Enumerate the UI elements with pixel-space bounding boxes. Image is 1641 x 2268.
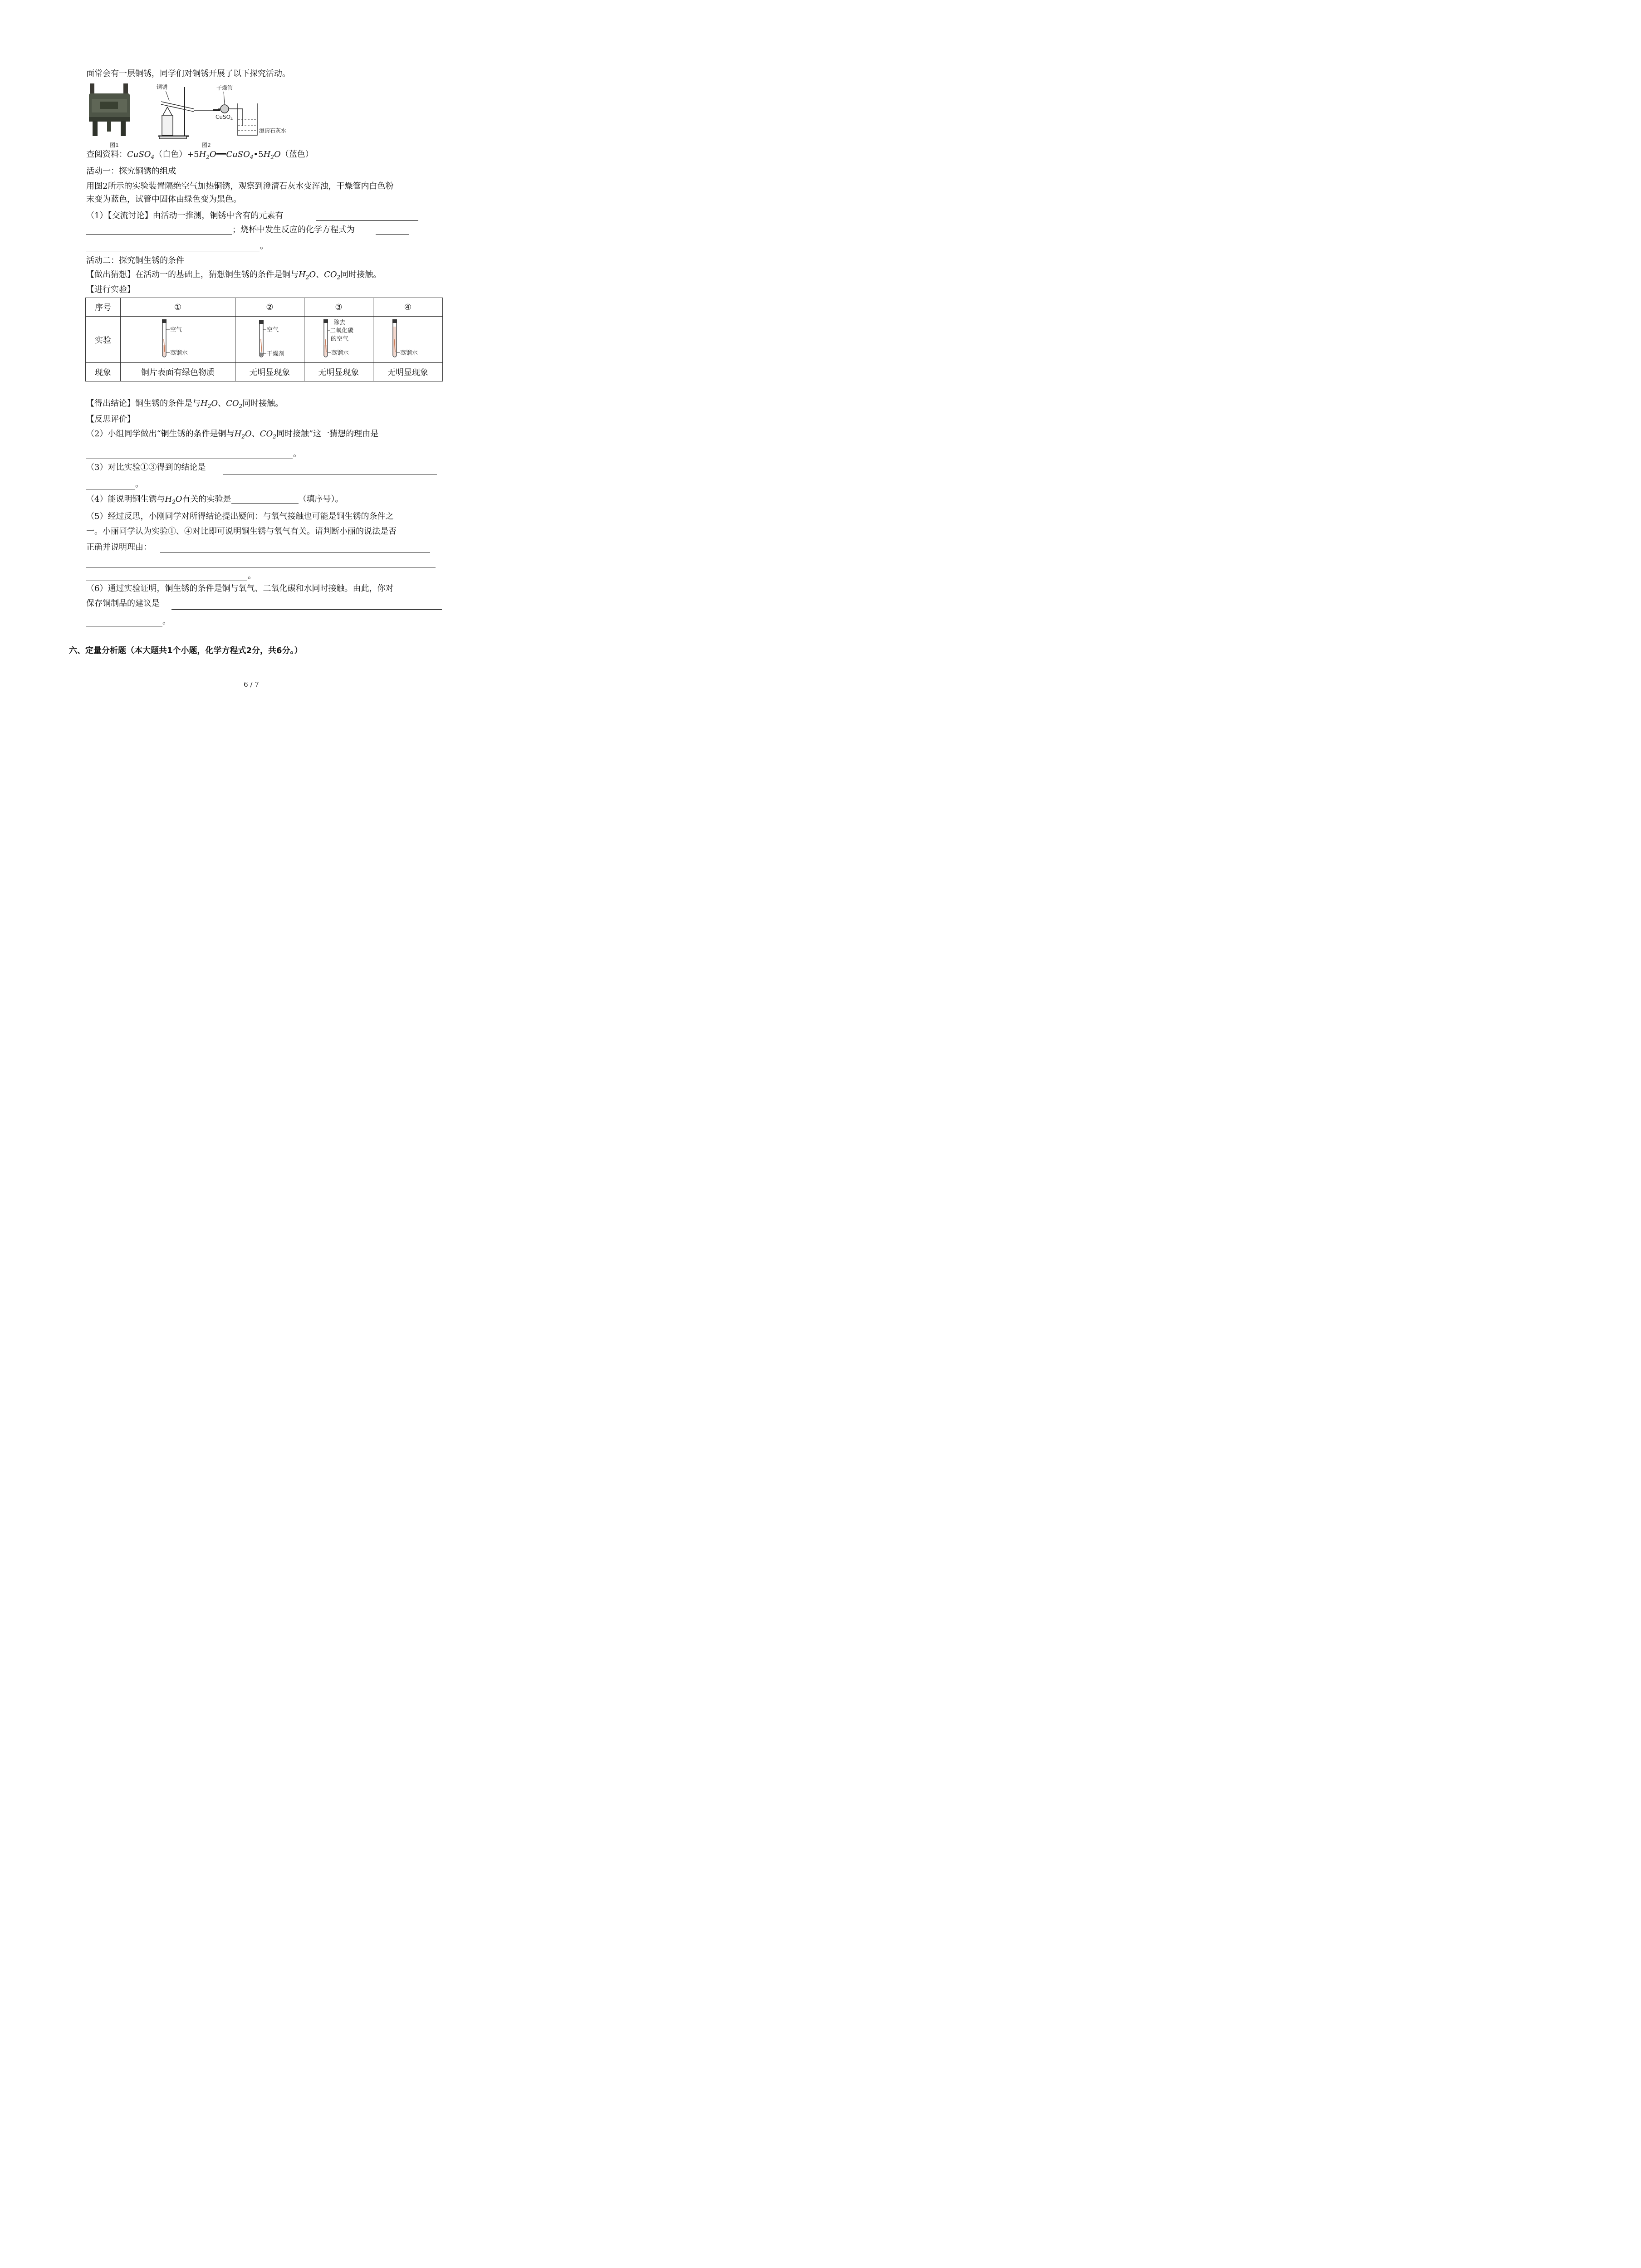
q5-line-2: 一。小丽同学认为实验①、④对比即可说明铜生锈与氧气有关。请判断小丽的说法是否 [86, 527, 397, 536]
label-limewater: 澄清石灰水 [259, 127, 287, 134]
phenomenon-1: 铜片表面有绿色物质 [121, 363, 235, 381]
q2-answer-blank[interactable] [86, 450, 293, 459]
conclusion-line: 【得出结论】铜生锈的条件是与$H_2O$、$CO_2$同时接触。 [86, 399, 284, 410]
table-experiment-row [86, 317, 443, 363]
tube-4-cell [373, 317, 443, 363]
svg-text:的空气: 的空气 [330, 336, 348, 342]
svg-text:空气: 空气 [266, 327, 279, 333]
reflection-heading: 【反思评价】 [86, 415, 135, 424]
exp-number-2: ② [235, 298, 304, 317]
svg-text:除去: 除去 [333, 319, 345, 326]
q6-line-1: （6）通过实验证明，铜生锈的条件是铜与氧气、二氧化碳和水同时接触。由此，你对 [86, 584, 394, 593]
hypothesis-line: 【做出猜想】在活动一的基础上，猜想铜生锈的条件是铜与$H_2O$、$CO_2$同时接触。 [86, 270, 382, 281]
page-number: 6 / 7 [244, 680, 259, 689]
svg-text:二氧化碳: 二氧化碳 [329, 327, 353, 334]
exp-number-1: ① [121, 298, 235, 317]
svg-text:蒸馏水: 蒸馏水 [170, 350, 188, 357]
exp-number-4: ④ [373, 298, 443, 317]
phenomenon-2: 无明显现象 [235, 363, 304, 381]
q2-line: （2）小组同学做出“铜生锈的条件是铜与$H_2O$、$CO_2$同时接触”这一猜想的理由是 [86, 429, 379, 440]
intro-line: 面常会有一层铜锈，同学们对铜锈开展了以下探究活动。 [86, 69, 290, 78]
figure1-bronze-ding [86, 81, 138, 149]
svg-text:空气: 空气 [170, 327, 182, 333]
phenomenon-4: 无明显现象 [373, 363, 443, 381]
tube-2-cell [235, 317, 304, 363]
tube-3-cell [304, 317, 373, 363]
row-head-phenomenon: 现象 [86, 363, 121, 381]
label-copper-rust: 铜锈 [157, 84, 168, 90]
label-drying-tube: 干燥管 [216, 85, 233, 91]
activity1-title: 活动一：探究铜锈的组成 [86, 166, 176, 176]
q2-end: 。 [293, 449, 301, 459]
row-head-experiment: 实验 [86, 317, 121, 363]
experiment-table [85, 298, 443, 381]
test-tube-1 [151, 317, 205, 360]
table-phenomenon-row [86, 363, 443, 381]
q4-line: （4）能说明铜生锈与$H_2O$有关的实验是 （填序号）。 [86, 494, 343, 505]
q5-answer-blank-3[interactable] [86, 572, 247, 581]
exp-number-3: ③ [304, 298, 373, 317]
col-head-number: 序号 [86, 298, 121, 317]
exam-page [0, 0, 503, 711]
q5-answer-blank-2[interactable] [86, 558, 436, 567]
q6-answer-blank-2[interactable] [86, 617, 162, 626]
activity1-text-1: 用图2所示的实验装置隔绝空气加热铜锈，观察到澄清石灰水变浑浊，干燥管内白色粉 [86, 181, 394, 191]
table-header-row [86, 298, 443, 317]
q6-line-2: 保存铜制品的建议是 [86, 599, 160, 608]
test-tube-3 [312, 317, 366, 360]
figure1-caption: 图1 [110, 142, 119, 148]
activity2-title: 活动二：探究铜生锈的条件 [86, 256, 184, 265]
q1-equation-blank-2[interactable] [86, 242, 260, 251]
svg-text:干燥剂: 干燥剂 [266, 351, 284, 357]
phenomenon-3: 无明显现象 [304, 363, 373, 381]
svg-text:蒸馏水: 蒸馏水 [400, 350, 418, 357]
q3-answer-blank-1[interactable] [223, 465, 437, 474]
q3-line: （3）对比实验①③得到的结论是 [86, 463, 206, 472]
q5-answer-blank-1[interactable] [160, 543, 430, 552]
q1-line-2: ；烧杯中发生反应的化学方程式为 [232, 225, 355, 235]
test-tube-4 [381, 317, 435, 360]
q5-line-3: 正确并说明理由： [86, 543, 152, 552]
figure2-apparatus [152, 81, 297, 149]
q4-answer-blank[interactable] [231, 494, 299, 503]
q3-answer-blank-2[interactable] [86, 480, 135, 489]
q1-line-1: （1）【交流讨论】由活动一推测，铜锈中含有的元素有 [86, 211, 284, 220]
q5-end: 。 [248, 571, 256, 581]
experiment-heading: 【进行实验】 [86, 285, 135, 294]
label-cuso4: CuSO [216, 114, 231, 120]
q1-end: 。 [260, 241, 268, 251]
reference-line: 查阅资料：CuSO$_4$（白色）$+5H_2O══CuSO_4•5H_2O$（蓝色） [86, 150, 314, 161]
q1-answer-blank-2[interactable] [86, 225, 232, 235]
q6-answer-blank-1[interactable] [171, 600, 442, 610]
svg-text:蒸馏水: 蒸馏水 [331, 350, 349, 357]
section-6-heading: 六、定量分析题（本大题共1个小题，化学方程式2分，共6分。） [69, 646, 303, 655]
q3-end: 。 [135, 479, 143, 489]
activity1-text-2: 末变为蓝色，试管中固体由绿色变为黑色。 [86, 195, 241, 204]
q5-line-1: （5）经过反思，小刚同学对所得结论提出疑问：与氧气接触也可能是铜生锈的条件之 [86, 512, 394, 521]
test-tube-2 [243, 317, 297, 360]
q1-equation-blank-1[interactable] [376, 225, 409, 235]
figure2-caption: 图2 [202, 142, 211, 148]
q6-end: 。 [162, 616, 171, 626]
tube-1-cell [121, 317, 235, 363]
svg-text:CuSO4: CuSO$_4$ [216, 114, 233, 121]
q1-answer-blank-1[interactable] [316, 211, 418, 221]
